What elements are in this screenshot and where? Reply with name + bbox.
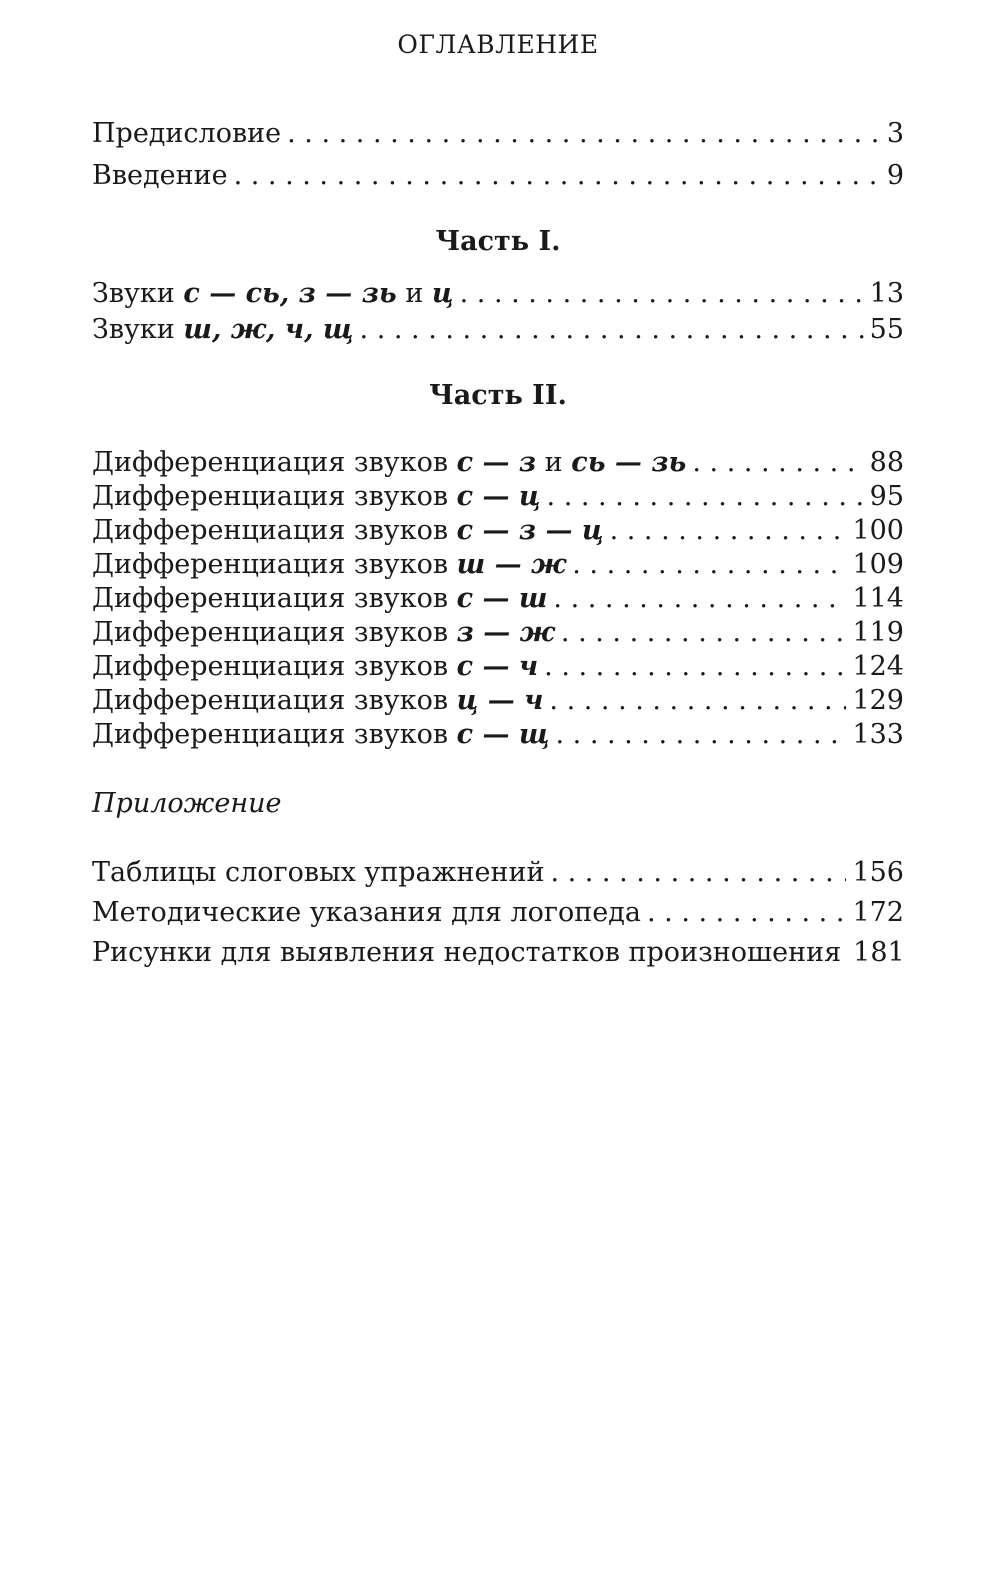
part-2-title: Часть II. <box>429 380 567 411</box>
toc-entry-label: Дифференциация звуков с — з и сь — зь <box>92 447 687 478</box>
toc-entry-appendix-1[interactable] <box>92 855 904 891</box>
page-title: ОГЛАВЛЕНИЕ <box>397 30 599 59</box>
toc-entry-label: Дифференциация звуков ц — ч <box>92 685 544 716</box>
toc-page-number: 114 <box>852 583 904 614</box>
toc-page-number: 133 <box>852 719 904 750</box>
toc-entry-appendix-3[interactable] <box>92 935 904 971</box>
toc-entry-label: Введение <box>92 160 228 191</box>
toc-entry-label: Дифференциация звуков з — ж <box>92 617 555 648</box>
toc-entry-part2-6[interactable] <box>92 615 904 651</box>
toc-entry-part2-2[interactable] <box>92 479 904 515</box>
toc-entry-label: Дифференциация звуков с — ч <box>92 651 539 682</box>
dot-leader <box>553 581 846 617</box>
dot-leader <box>555 717 846 753</box>
toc-page-number: 55 <box>869 314 904 345</box>
toc-page-number: 95 <box>869 481 904 512</box>
toc-entry-part2-5[interactable] <box>92 581 904 617</box>
toc-entry-label: Дифференциация звуков с — ц <box>92 481 541 512</box>
dot-leader <box>610 513 847 549</box>
toc-entry-part2-1[interactable] <box>92 445 904 481</box>
toc-entry-label: Рисунки для выявления недостатков произношения <box>92 937 842 968</box>
toc-entry-part1-2[interactable] <box>92 312 904 348</box>
toc-page-number: 100 <box>852 515 904 546</box>
toc-entry-label: Предисловие <box>92 118 282 149</box>
toc-page-number: 119 <box>852 617 904 648</box>
toc-entry-part2-4[interactable] <box>92 547 904 583</box>
dot-leader <box>572 547 846 583</box>
toc-entry-label: Методические указания для логопеда <box>92 897 642 928</box>
toc-page-number: 172 <box>852 897 904 928</box>
toc-entry-part2-9[interactable] <box>92 717 904 753</box>
toc-entry-label: Дифференциация звуков с — ш <box>92 583 548 614</box>
dot-leader <box>234 158 881 194</box>
toc-entry-label: Звуки с — сь, з — зь и ц <box>92 278 454 309</box>
dot-leader <box>561 615 847 651</box>
toc-entry-part2-8[interactable] <box>92 683 904 719</box>
toc-entry-label: Дифференциация звуков ш — ж <box>92 549 567 580</box>
dot-leader <box>287 116 881 152</box>
toc-entry-label: Дифференциация звуков с — щ <box>92 719 550 750</box>
toc-entry-label: Таблицы слоговых упражнений <box>92 857 545 888</box>
toc-entry-part1-1[interactable] <box>92 276 904 312</box>
toc-entry-part2-3[interactable] <box>92 513 904 549</box>
dot-leader <box>692 445 863 481</box>
toc-page-number: 13 <box>869 278 904 309</box>
dot-leader <box>544 649 846 685</box>
toc-page-number: 181 <box>853 937 905 968</box>
dot-leader <box>360 312 864 348</box>
toc-page-number: 3 <box>886 118 904 149</box>
toc-entry-preface[interactable] <box>92 116 904 152</box>
toc-page-number: 124 <box>852 651 904 682</box>
dot-leader <box>549 683 846 719</box>
dot-leader <box>547 479 864 515</box>
dot-leader <box>460 276 864 312</box>
toc-entry-label: Дифференциация звуков с — з — ц <box>92 515 604 546</box>
dot-leader <box>550 855 846 891</box>
toc-entry-part2-7[interactable] <box>92 649 904 685</box>
dot-leader <box>647 895 846 931</box>
toc-page-number: 9 <box>886 160 904 191</box>
toc-page-number: 129 <box>852 685 904 716</box>
toc-entry-appendix-2[interactable] <box>92 895 904 931</box>
toc-entry-label: Звуки ш, ж, ч, щ <box>92 314 354 345</box>
toc-entry-introduction[interactable] <box>92 158 904 194</box>
toc-page-number: 88 <box>869 447 904 478</box>
toc-page-number: 156 <box>852 857 904 888</box>
toc-page-number: 109 <box>852 549 904 580</box>
appendix-title: Приложение <box>92 788 282 819</box>
part-1-title: Часть I. <box>435 226 561 257</box>
